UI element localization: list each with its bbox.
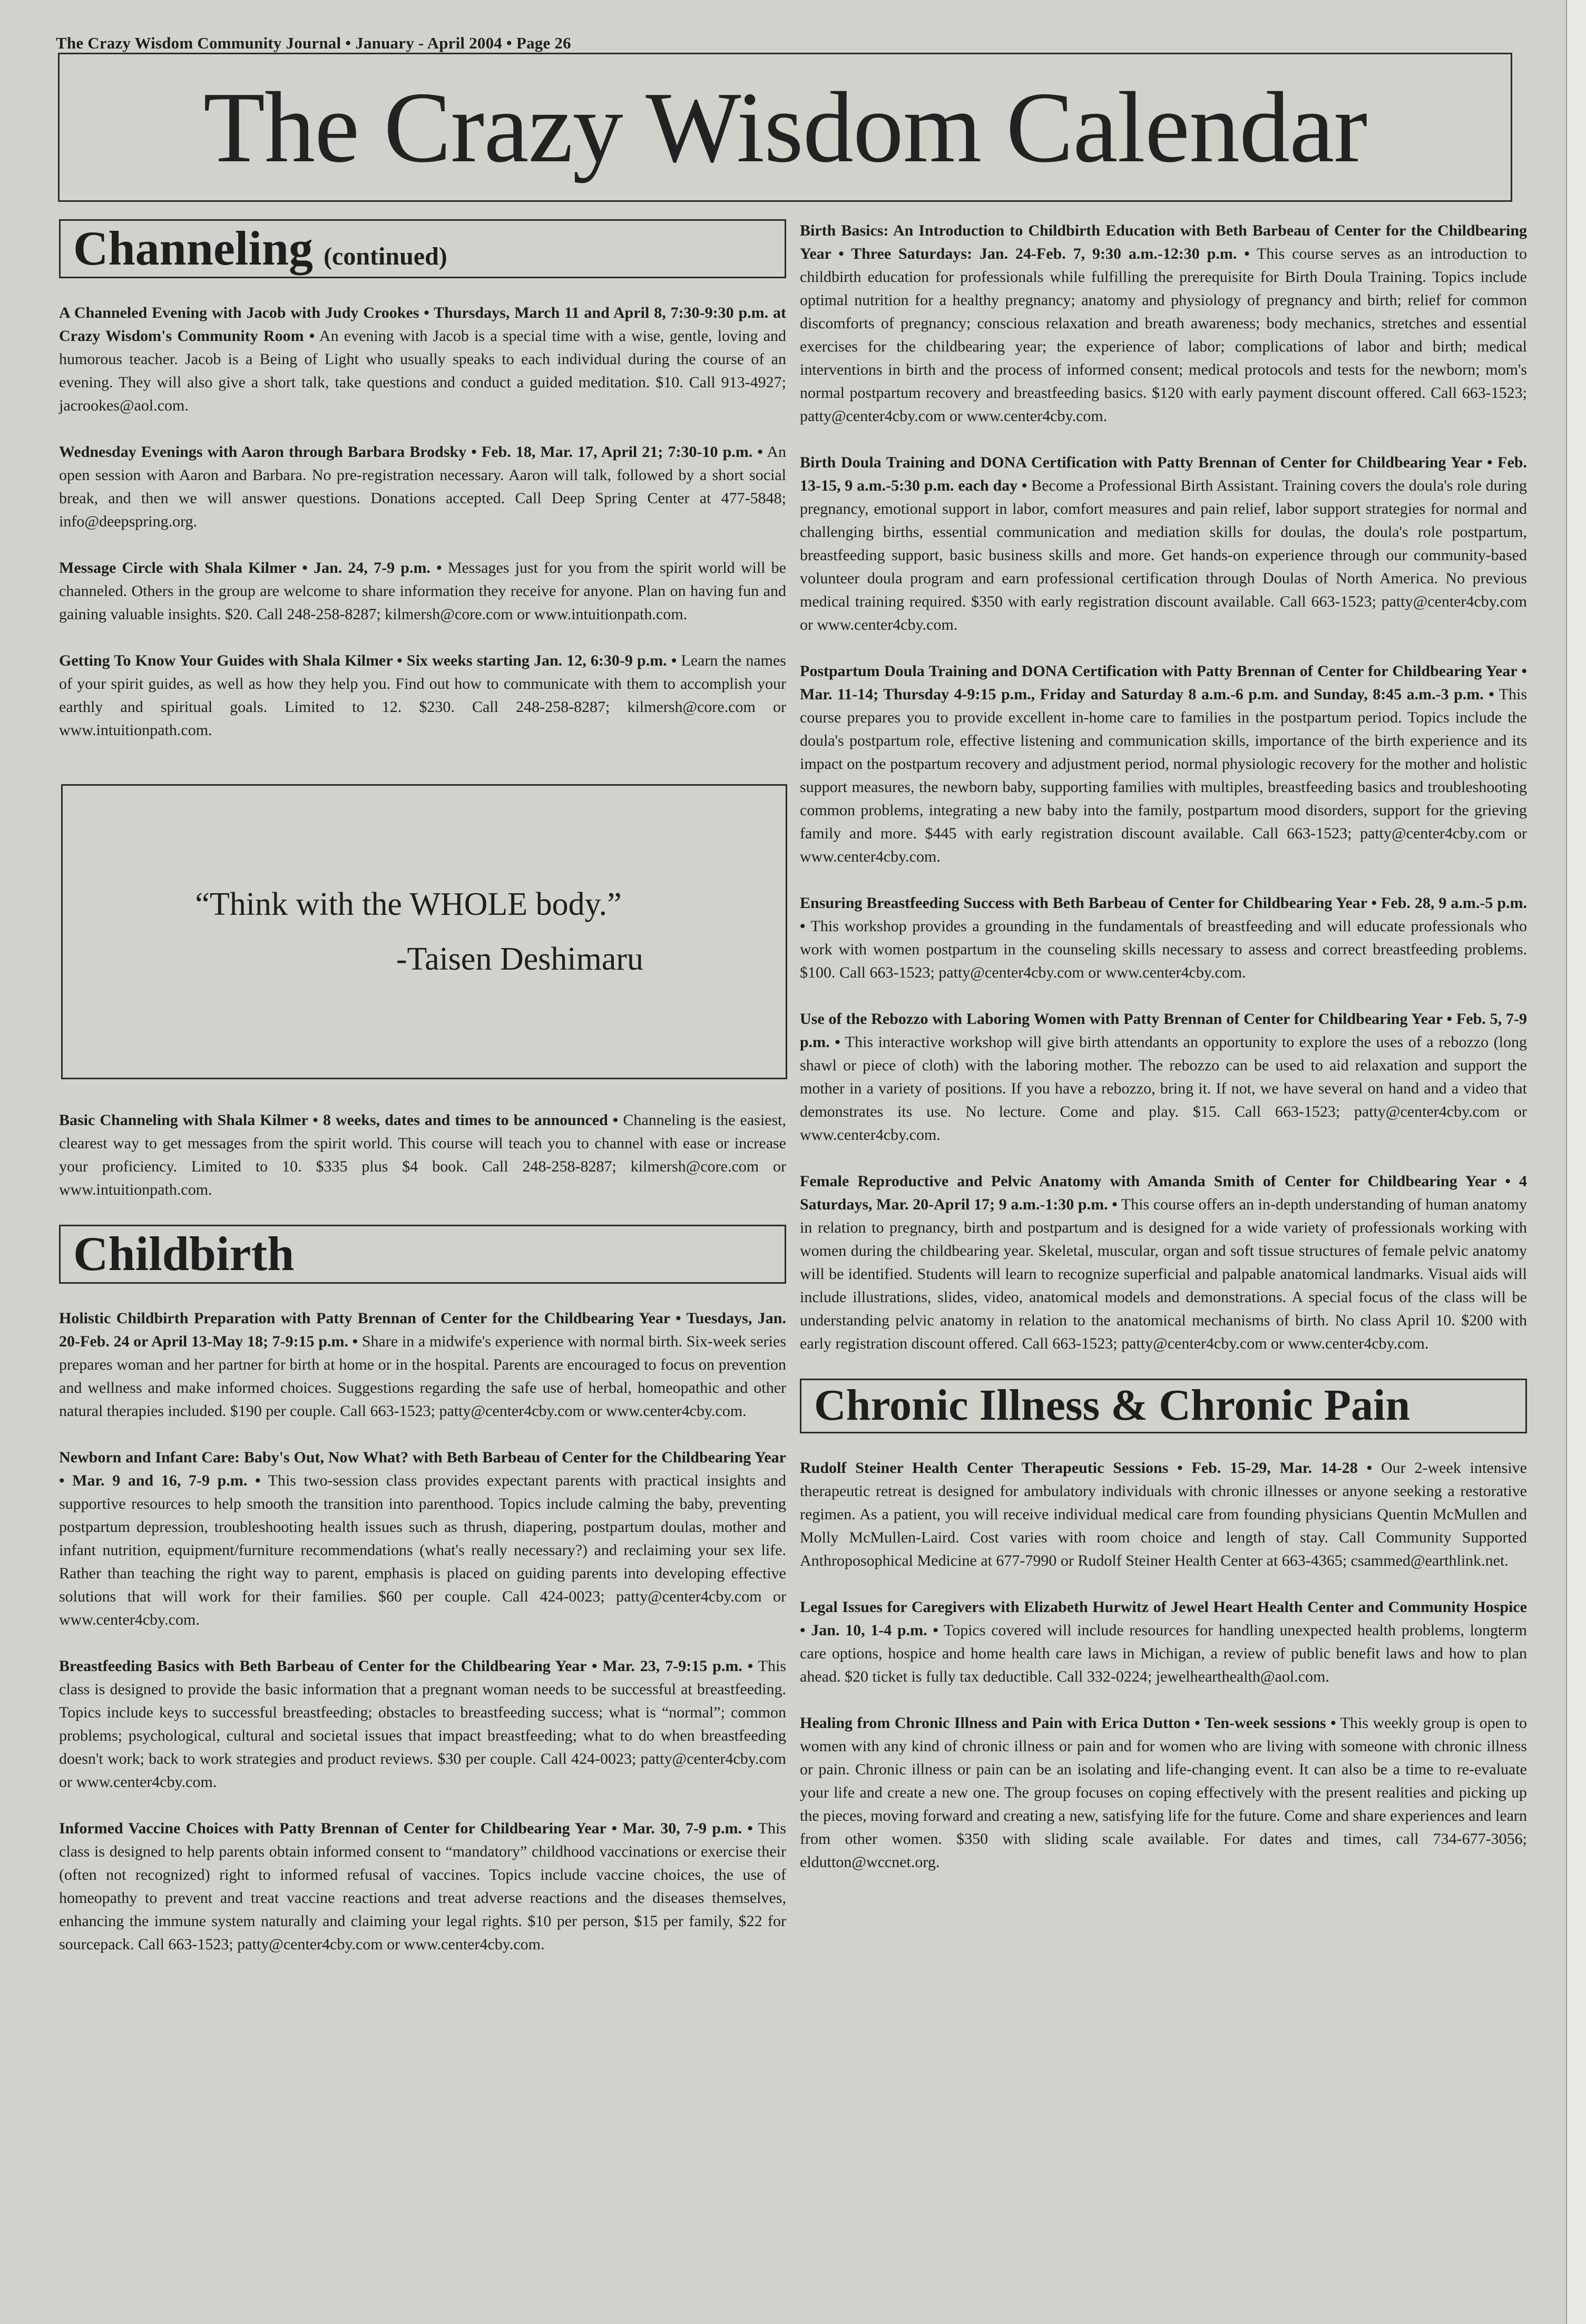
entry-body: This course offers an in-depth understanding of human anatomy in relation to pregnancy, birth and postpartum and is designed for a wide variety of professionals working with women during the childbearing year. Skeletal, muscular, organ and soft tissue structures of female pelvic anatomy will be identified. Students will learn to recognize superficial and palpable anatomical landmarks. Visual aids will include illustrations, slides, video, anatomical models and demonstrations. A special focus of the class will be understanding pelvic anatomy in relation to the anatomical mechanisms of birth. No class April 10. $200 with early registration discount offered. Call 663-1523; patty@center4cby.com or www.center4cby.com.: [800, 1196, 1527, 1352]
calendar-title-box: [58, 53, 1512, 202]
entry-heading: Informed Vaccine Choices with Patty Brennan of Center for Childbearing Year • Mar. 30, 7-9 p.m. •: [59, 1820, 753, 1837]
calendar-entry: [59, 441, 786, 533]
entry-heading: Ensuring Breastfeeding Success with Beth Barbeau of Center for Childbearing Year • Feb. 28, 9 a.m.-5 p.m. •: [800, 894, 1527, 935]
calendar-entry: [59, 649, 786, 742]
entry-heading: Postpartum Doula Training and DONA Certification with Patty Brennan of Center for Childbearing Year • Mar. 11-14; Thursday 4-9:15 p.m., Friday and Saturday 8 a.m.-6 p.m. and Sunday, 8:45 a.m.-3 p.m. •: [800, 662, 1527, 703]
left-column: [59, 219, 786, 1979]
section-subtitle: (continued): [324, 242, 447, 270]
quote-box: [61, 784, 787, 1079]
entry-body: This weekly group is open to women with any kind of chronic illness or pain and for women who are living with someone with chronic illness or pain. Chronic illness or pain can be an isolating and life-changing event. It can also be a time to re-evaluate your life and create a new one. The group focuses on coping effectively with the present realities and picking up the pieces, moving forward and creating a new, satisfying life for the future. Come and share experiences and learn from other women. $350 with sliding scale available. For dates and times, call 734-677-3056; eldutton@wccnet.org.: [800, 1714, 1528, 1871]
quote-text: “Think with the WHOLE body.”: [195, 886, 622, 922]
entry-heading: Rudolf Steiner Health Center Therapeutic Sessions • Feb. 15-29, Mar. 14-28 •: [800, 1459, 1373, 1477]
page-header: The Crazy Wisdom Community Journal • January - April 2004 • Page 26: [56, 34, 571, 52]
entry-body: An open session with Aaron and Barbara. No pre-registration necessary. Aaron will talk, followed by a short social break, and then we will answer questions. Donations accepted. Call Deep Spring Center at 477-5848; info@deepspring.org.: [59, 443, 786, 530]
entry-heading: Message Circle with Shala Kilmer • Jan. 24, 7-9 p.m. •: [59, 559, 442, 577]
adjacent-page-edge: [1566, 0, 1586, 2324]
entry-body: This workshop provides a grounding in the fundamentals of breastfeeding and will educate professionals who work with women postpartum in the counseling skills necessary to assess and correct breastfeeding problems. $100. Call 663-1523; patty@center4cby.com or www.center4cby.com.: [800, 917, 1527, 981]
entry-body: This class is designed to help parents obtain informed consent to “mandatory” childhood vaccinations or exercise their (often not recognized) right to informed refusal of vaccines. Topics include vaccine choices, the use of homeopathy to prevent and treat vaccine reactions and treat adverse reactions and the diseases themselves, enhancing the immune system naturally and claiming your legal rights. $10 per person, $15 per family, $22 for sourcepack. Call 663-1523; patty@center4cby.com or www.center4cby.com.: [59, 1820, 787, 1953]
right-column: [800, 219, 1527, 1897]
entry-heading: Getting To Know Your Guides with Shala Kilmer • Six weeks starting Jan. 12, 6:30-9 p.m. •: [59, 652, 677, 669]
entry-body: This course serves as an introduction to childbirth education for professionals while fulfilling the prerequisite for Birth Doula Training. Topics include optimal nutrition for a healthy pregnancy; anatomy and physiology of pregnancy and birth; relief for common discomforts of pregnancy; conscious relaxation and breath awareness; body mechanics, stretches and essential exercises for the childbearing year; the experience of labor; complications of labor and birth; medical interventions in birth and the process of informed consent; medical protocols and tests for the newborn; mom's normal postpartum recovery and breastfeeding basics. $120 with early payment discount offered. Call 663-1523; patty@center4cby.com or www.center4cby.com.: [800, 245, 1527, 425]
section-heading-channeling: [59, 219, 786, 278]
calendar-entry: [800, 1008, 1527, 1147]
entry-heading: A Channeled Evening with Jacob with Judy Crookes • Thursdays, March 11 and April 8, 7:30-9:30 p.m. at Crazy Wisdom's Community Room •: [59, 304, 786, 345]
calendar-entry: [800, 451, 1527, 637]
section-heading-chronic: [800, 1379, 1527, 1433]
entry-heading: Holistic Childbirth Preparation with Patty Brennan of Center for the Childbearing Year • Tuesdays, Jan. 20-Feb. 24 or April 13-May 18; 7-9:15 p.m. •: [59, 1310, 786, 1350]
calendar-entry: [59, 1817, 786, 1956]
entry-heading: Birth Basics: An Introduction to Childbirth Education with Beth Barbeau of Center for the Childbearing Year • Three Saturdays: Jan. 24-Feb. 7, 9:30 a.m.-12:30 p.m. •: [800, 222, 1527, 262]
calendar-entry: [59, 301, 786, 417]
quote-author: -Taisen Deshimaru: [396, 941, 643, 977]
entry-body: This class is designed to provide the basic information that a pregnant woman needs to be successful at breastfeeding. Topics include keys to successful breastfeeding; obstacles to breastfeeding success; what is “normal”; common problems; psychological, cultural and societal issues that impact breastfeeding; what to do when breastfeeding doesn't work; back to work strategies and product reviews. $30 per couple. Call 424-0023; patty@center4cby.com or www.center4cby.com.: [59, 1657, 787, 1791]
section-title: Channeling: [73, 221, 314, 275]
entry-body: Messages just for you from the spirit world will be channeled. Others in the group are welcome to share information they receive for anyone. Plan on having fun and gaining valuable insights. $20. Call 248-258-8287; kilmersh@core.com or www.intuitionpath.com.: [59, 559, 786, 623]
calendar-entry: [800, 1712, 1527, 1874]
entry-body: This interactive workshop will give birth attendants an opportunity to explore the uses of a rebozzo (long shawl or piece of cloth) with the laboring mother. The rebozzo can be used to aid relaxation and support the mother in a variety of positions. If you have a rebozzo, bring it. If not, we have several on hand and a video that demonstrates its use. No lecture. Come and play. $15. Call 663-1523; patty@center4cby.com or www.center4cby.com.: [800, 1033, 1527, 1144]
entry-heading: Healing from Chronic Illness and Pain with Erica Dutton • Ten-week sessions •: [800, 1714, 1336, 1732]
entry-heading: Wednesday Evenings with Aaron through Barbara Brodsky • Feb. 18, Mar. 17, April 21; 7:30-10 p.m. •: [59, 443, 763, 461]
calendar-entry: [800, 660, 1527, 868]
entry-body: An evening with Jacob is a special time with a wise, gentle, loving and humorous teacher. Jacob is a Being of Light who usually speaks to each individual during the course of an evening. They will also give a short talk, take questions and conduct a guided meditation. $10. Call 913-4927; jacrookes@aol.com.: [59, 327, 787, 414]
calendar-entry: [59, 556, 786, 626]
calendar-entry: [59, 1446, 786, 1632]
entry-heading: Basic Channeling with Shala Kilmer • 8 weeks, dates and times to be announced •: [59, 1111, 619, 1129]
entry-body: Our 2-week intensive therapeutic retreat is designed for ambulatory individuals with chronic illnesses or anyone seeking a restorative regimen. As a patient, you will receive individual medical care from founding physicians Quentin McMullen and Molly McMullen-Laird. Cost varies with room choice and length of stay. Call Community Supported Anthroposophical Medicine at 677-7990 or Rudolf Steiner Health Center at 663-4365; csammed@earthlink.net.: [800, 1459, 1527, 1569]
calendar-entry: [59, 1307, 786, 1423]
section-title: Chronic Illness & Chronic Pain: [814, 1381, 1411, 1430]
entry-body: Topics covered will include resources for handling unexpected health problems, longterm care options, hospice and home health care laws in Michigan, a review of public benefit laws and how to plan ahead. $20 ticket is fully tax deductible. Call 332-0224; jewelhearthealth@aol.com.: [800, 1622, 1527, 1685]
entry-body: Channeling is the easiest, clearest way to get messages from the spirit world. This course will teach you to channel with ease or increase your proficiency. Limited to 10. $335 plus $4 book. Call 248-258-8287; kilmersh@core.com or www.intuitionpath.com.: [59, 1111, 787, 1198]
calendar-entry: [800, 1170, 1527, 1355]
calendar-title: The Crazy Wisdom Calendar: [203, 71, 1367, 183]
section-heading-childbirth: [59, 1225, 786, 1284]
entry-body: Learn the names of your spirit guides, as well as how they help you. Find out how to communicate with them to accomplish your earthly and spiritual goals. Limited to 12. $230. Call 248-258-8287; kilmersh@core.com or www.intuitionpath.com.: [59, 652, 786, 739]
entry-body: Share in a midwife's experience with normal birth. Six-week series prepares woman and her partner for birth at home or in the hospital. Parents are encouraged to focus on prevention and wellness and make informed choices. Suggestions regarding the safe use of herbal, homeopathic and other natural therapies included. $190 per couple. Call 663-1523; patty@center4cby.com or www.center4cby.com.: [59, 1333, 786, 1420]
entry-heading: Breastfeeding Basics with Beth Barbeau of Center for the Childbearing Year • Mar. 23, 7-9:15 p.m. •: [59, 1657, 753, 1675]
calendar-entry: [800, 1596, 1527, 1688]
calendar-entry: [59, 1655, 786, 1794]
section-title: Childbirth: [73, 1227, 295, 1281]
entry-heading: Birth Doula Training and DONA Certification with Patty Brennan of Center for Childbearing Year • Feb. 13-15, 9 a.m.-5:30 p.m. each day •: [800, 454, 1527, 494]
entry-body: Become a Professional Birth Assistant. Training covers the doula's role during pregnancy, emotional support in labor, comfort measures and pain relief, labor support strategies for normal and challenging births, essential communication and mediation skills for doulas, the doula's role postpartum, breastfeeding support, basic business skills and more. Get hands-on experience through our community-based volunteer doula program and earn professional certification through Doulas of North America. No previous medical training required. $350 with early registration discount available. Call 663-1523; patty@center4cby.com or www.center4cby.com.: [800, 477, 1528, 633]
entry-heading: Female Reproductive and Pelvic Anatomy with Amanda Smith of Center for Childbearing Year • 4 Saturdays, Mar. 20-April 17; 9 a.m.-1:30 p.m. •: [800, 1173, 1527, 1213]
calendar-entry: [800, 219, 1527, 428]
calendar-entry: [59, 1109, 786, 1202]
entry-heading: Newborn and Infant Care: Baby's Out, Now What? with Beth Barbeau of Center for the Childbearing Year • Mar. 9 and 16, 7-9 p.m. •: [59, 1449, 786, 1489]
entry-body: This two-session class provides expectant parents with practical insights and supportive resources to help smooth the transition into parenthood. Topics include calming the baby, preventing postpartum depression, troubleshooting health issues such as thrush, diapering, postpartum doulas, mother and infant nutrition, equipment/furniture recommendations (what's really necessary?) and reclaiming your sex life. Rather than teaching the right way to parent, emphasis is placed on guiding parents into developing effective solutions that will work for their families. $60 per couple. Call 424-0023; patty@center4cby.com or www.center4cby.com.: [59, 1472, 786, 1628]
entry-body: This course prepares you to provide excellent in-home care to families in the postpartum period. Topics include the doula's postpartum role, effective listening and communication skills, importance of the birth experience and its impact on the postpartum recovery and adjustment period, normal physiologic recovery for the mother and holistic support measures, the newborn baby, supporting families with multiples, breastfeeding basics and troubleshooting common problems, integrating a new baby into the family, postpartum mood disorders, support for the grieving family and more. $445 with early registration discount available. Call 663-1523; patty@center4cby.com or www.center4cby.com.: [800, 686, 1527, 865]
entry-heading: Use of the Rebozzo with Laboring Women with Patty Brennan of Center for Childbearing Year • Feb. 5, 7-9 p.m. •: [800, 1010, 1527, 1051]
calendar-entry: [800, 1457, 1527, 1573]
entry-heading: Legal Issues for Caregivers with Elizabeth Hurwitz of Jewel Heart Health Center and Community Hospice • Jan. 10, 1-4 p.m. •: [800, 1598, 1527, 1639]
calendar-entry: [800, 892, 1527, 984]
